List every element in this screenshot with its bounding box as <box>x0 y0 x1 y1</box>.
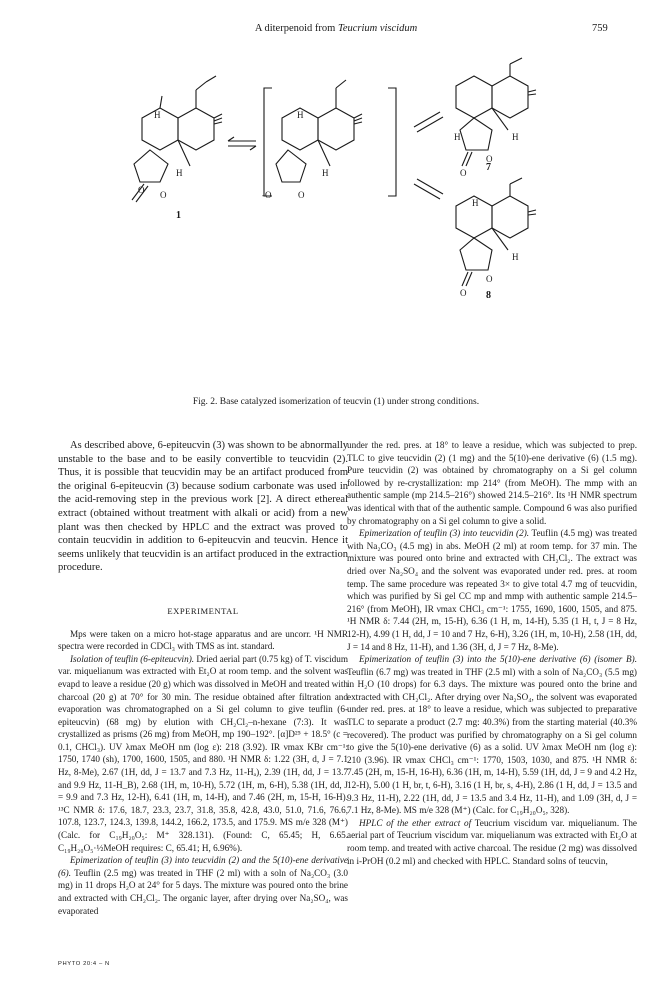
equilibrium-arrow-3 <box>414 179 443 199</box>
svg-text:O: O <box>486 274 493 284</box>
isolation-title: Isolation of teuflin (6-epiteucvin). <box>70 653 195 664</box>
svg-text:H: H <box>512 132 519 142</box>
epimerization-paragraph-3 <box>347 653 637 817</box>
equilibrium-arrow-2 <box>414 112 443 132</box>
structure-enolate-intermediate <box>276 80 362 182</box>
epimerization-body-2: Teuflin (4.5 mg) was treated with Na₂CO₃ (4.5 mg) in abs. MeOH (2 ml) at room temp. for 37 min. The mixture was poured onto brine and extracted with CH₂Cl₂. The extract was dried over Na₂SO₄ and the solvent was evaporated under red. pres. at room temp. The same procedure was repeated 3× to give total 4.7 mg of teucvidin, which was purified by Si gel CC mp and mmp with authentic sample 214.5–216° (from MeOH), IR νmax CHCl₃ cm⁻¹: 1755, 1690, 1600, 1505, and 875. ¹H NMR δ: 7.44 (2H, m, 15-H), 6.36 (1 H, m, 14-H), 5.35 (1 H, t, J = 8 Hz, 12-H), 4.99 (1 H, dd, J = 10 and 7 Hz, 6-H), 3.26 (1H, m, 10-H), 2.58 (1H, dd, J = 14 and 8 Hz, 11-H), and 1.36 (3H, d, J = 7 Hz, 8-Me). <box>347 528 637 652</box>
svg-text:O: O <box>298 190 305 200</box>
compound-label-7: 7 <box>486 162 491 173</box>
epimerization-title-3: Epimerization of teuflin (3) into the 5(10)-ene derivative (6) (isomer B). <box>359 654 637 665</box>
structure-compound-1 <box>132 76 222 202</box>
header-title-prefix: A diterpenoid from <box>254 23 338 34</box>
svg-text:H: H <box>154 110 161 120</box>
epimerization-body-1: Teuflin (2.5 mg) was treated in THF (2 ml) with a soln of Na₂CO₃ (3.0 mg) in 11 drops H₂O at 24° for 5 days. The mixture was poured onto the brine and extracted with CH₂Cl₂. The organic layer, after drying over Na₂SO₄, was evaporated <box>58 867 348 916</box>
equilibrium-arrow-1 <box>228 137 256 150</box>
right-column <box>347 439 637 867</box>
svg-text:-O: -O <box>262 190 272 200</box>
epimerization-body-3: Teuflin (6.7 mg) was treated in THF (2.5 ml) with a soln of Na₂CO₃ (5.5 mg) in H₂O (10 drops) for 6.3 days. The mixture was poured onto the brine and extracted with CH₂Cl₂. After drying over Na₂SO₄, the solvent was evaporated under red. pres. at 18° to leave a residue, which was subjected to preparative TLC to separate a product (2.7 mg: 40.3%) from the starting material (40.3% recovered). The product was purified by chromatography on a Si gel column to give the 5(10)-ene derivative (6) as a solid. UV λmax MeOH nm (log ε): 210 (3.96). IR νmax CHCl₃ cm⁻¹: 1770, 1503, 1030, and 875. ¹H NMR δ: 7.45 (2H, m, 15-H, 16-H), 6.36 (1H, m, 14-H), 5.59 (1H, dd, J = 9 and 4.2 Hz, 12-H), 5.00 (1 H, br, t, 6-H), 3.16 (1 H, br, s, 4-H), 2.86 (1 H, dd, J = 13.5 and 9.3 Hz, 11-H), 2.22 (1H, dd, J = 13.5 and 3.4 Hz, 11-H), and 1.09 (3H, d, J = 7.1 Hz, 8-Me). MS m/e 328 (M⁺) (Calc. for C₁₉H₂₀O₅, 328). <box>347 666 637 816</box>
svg-text:O: O <box>486 154 493 164</box>
hplc-body: Teucrium viscidum var. miquelianum. The aerial part of Teucrium viscidum var. miquelianum was extracted with Et₂O at room temp. and treated with active charcoal. The residue (2 mg) was dissolved in i-PrOH (0.2 ml) and checked with HPLC. Standard solns of teucvin, <box>347 817 637 866</box>
svg-text:O: O <box>460 168 467 178</box>
svg-text:O: O <box>138 185 145 195</box>
epimerization-paragraph-2 <box>347 527 637 653</box>
isolation-body: Dried aerial part (0.75 kg) of T. viscidum var. miquelianum was extracted with Et₂O at room temp. and the solvent was evapd to leave a residue (20 g) which was dissolved in MeOH and treated with charcoal (20 g) at 70° for 30 min. The residue obtained after filtration and evaporation was chromatographed on a Si gel column to give teuflin (6-epiteucvin) (68 mg) by elution with CH₂Cl₂–n-hexane (7:3). It was crystallized as prisms (26 mg) from MeOH, mp 190–192°. [α]D²⁵ + 18.5° (c = 0.1, CHCl₃). UV λmax MeOH nm (log ε): 218 (3.92). IR νmax KBr cm⁻¹: 1750, 1740 (sh), 1700, 1600, 1505, and 880. ¹H NMR δ: 1.22 (3H, d, J = 7.1 Hz, 8-Me), 2.67 (1H, dd, J = 13.7 and 7.3 Hz, 11-Hₐ), 2.39 (1H, dd, J = 13.7 and 9.9 Hz, 11-H_B), 2.68 (1H, m, 10-H), 5.72 (1H, m, 6-H), 5.38 (1H, dd, J = 9.9 and 7.3 Hz, 12-H), 6.41 (1H, m, 14-H), and 7.46 (2H, m, 15-H, 16-H). ¹³C NMR δ: 17.6, 18.7, 23.3, 23.7, 31.8, 35.8, 42.8, 43.0, 51.0, 71.6, 76.6, 107.8, 123.7, 124.3, 139.8, 144.2, 166.2, 173.5, and 175.9. MS m/e 328 (M⁺) (Calc. for C₁₉H₂₀O₅: M⁺ 328.131). (Found: C, 65.45; H, 6.65. C₁₉H₂₀O₅·½MeOH requires: C, 65.41; H, 6.96%). <box>58 653 349 853</box>
svg-text:H: H <box>512 252 519 262</box>
svg-text:H: H <box>454 132 461 142</box>
isolation-paragraph <box>58 653 348 855</box>
svg-text:H: H <box>472 198 479 208</box>
compound-label-8: 8 <box>486 290 491 301</box>
header-title-species: Teucrium viscidum <box>337 23 418 34</box>
reaction-scheme-drawing <box>0 0 672 400</box>
compound-label-1: 1 <box>176 210 181 221</box>
page-number: 759 <box>592 23 608 34</box>
epimerization-title-1: Epimerization of teuflin (3) into teucvidin (2) and the 5(10)-ene derivative (6). <box>58 855 348 878</box>
left-column <box>58 439 348 917</box>
methods-paragraph: Mps were taken on a micro hot-stage apparatus and are uncorr. ¹H NMR spectra were recorded in CDCl₃ with TMS as int. standard. <box>58 628 348 652</box>
footer-code: PHYTO 20:4 – N <box>58 961 110 967</box>
svg-text:O: O <box>460 288 467 298</box>
epimerization-paragraph-1 <box>58 854 348 917</box>
reaction-scheme-figure <box>0 0 672 420</box>
continuation-paragraph: under the red. pres. at 18° to leave a residue, which was subjected to prep. TLC to give teucvidin (2) (1 mg) and the 5(10)-ene derivative (6) (1.5 mg). Pure teucvidin (2) was obtained by chromatography on a Si gel column followed by re-crystallization: mp 214° (from MeOH). The mmp with an authentic sample (mp 214.5–216°) showed 214.5–216°. Its ¹H NMR spectrum was identical with that of the authentic sample. Compound 6 was also purified by chromatography on a Si gel column to give a solid. <box>347 440 637 526</box>
hplc-title: HPLC of the ether extract of <box>359 817 472 828</box>
svg-text:O: O <box>160 190 167 200</box>
svg-text:H: H <box>297 110 304 120</box>
svg-text:H: H <box>322 168 329 178</box>
section-heading-experimental: EXPERIMENTAL <box>167 605 239 616</box>
intro-paragraph: As described above, 6-epiteucvin (3) was shown to be abnormally unstable to the base and to be easily convertible to teucvidin (2). Thus, it is possible that teucvidin may be an artifact produced from the original 6-epiteucvin (3) because sodium carbonate was used in the acid-removing step in the previous work [2]. A direct ethereal extract (obtained without treatment with alkali or acid) from a new plant was then checked by HPLC and the extract was proved to contain teucvidin in addition to 6-epiteucvin and teucvin. Hence it seems unlikely that teucvidin is an artifact produced in the extraction procedure. <box>58 440 348 574</box>
svg-text:H: H <box>176 168 183 178</box>
hplc-paragraph <box>347 817 637 867</box>
structure-compound-8 <box>456 178 536 286</box>
figure-caption: Fig. 2. Base catalyzed isomerization of teucvin (1) under strong conditions. <box>192 397 480 407</box>
epimerization-title-2: Epimerization of teuflin (3) into teucvidin (2). <box>359 528 530 539</box>
structure-compound-7 <box>456 58 536 166</box>
